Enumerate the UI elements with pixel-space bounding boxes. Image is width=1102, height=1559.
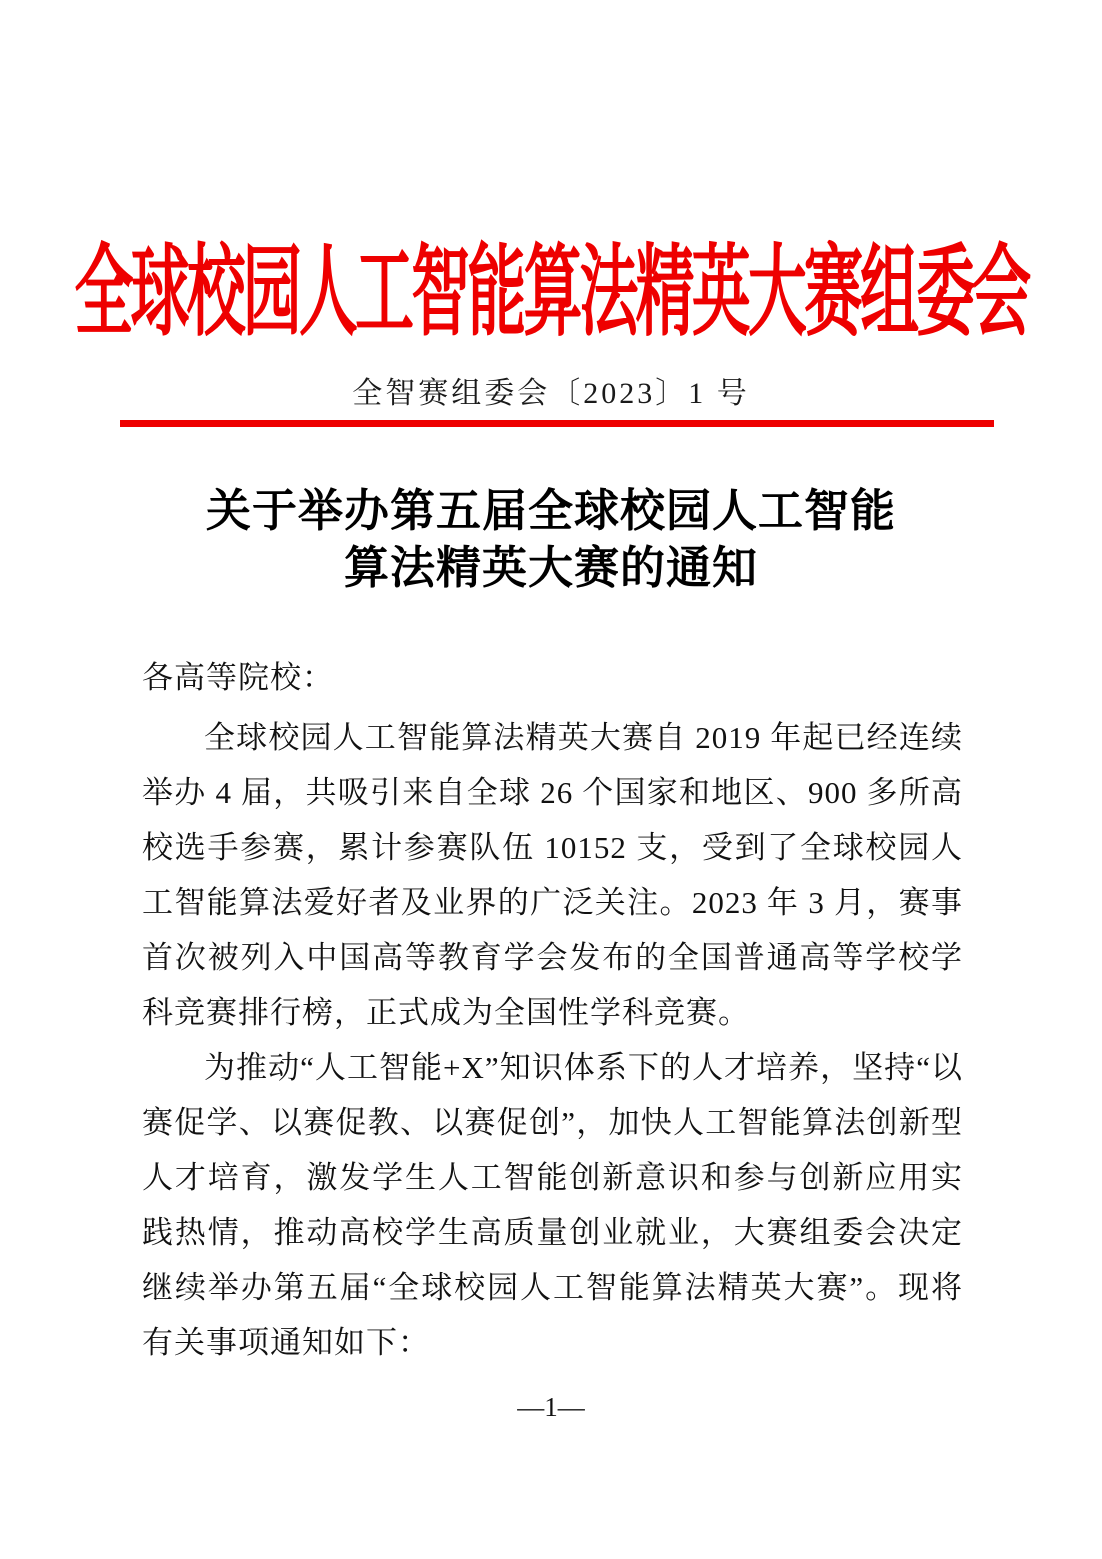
red-divider-rule xyxy=(120,420,994,427)
notice-title-line1: 关于举办第五届全球校园人工智能 xyxy=(205,486,896,536)
red-masthead xyxy=(0,222,1102,346)
notice-title xyxy=(0,483,1102,597)
notice-title-line2: 算法精英大赛的通知 xyxy=(343,543,758,593)
organization-title: 全球校园人工智能算法精英大赛组委会 xyxy=(73,237,1029,348)
body-paragraph-2: 为推动“人工智能+X”知识体系下的人才培养，坚持“以赛促学、以赛促教、以赛促创”，加快人工智能算法创新型人才培育，激发学生人工智能创新意识和参与创新应用实践热情，推动高校学生高质量创业就业，大赛组委会决定继续举办第五届“全球校园人工智能算法精英大赛”。现将有关事项通知如下： xyxy=(142,1050,963,1360)
document-number: 全智赛组委会〔2023〕1 号 xyxy=(352,377,750,410)
notice-body xyxy=(142,650,963,1370)
page-number: —1— xyxy=(517,1392,585,1422)
salutation: 各高等院校： xyxy=(142,660,334,695)
body-paragraph-1: 全球校园人工智能算法精英大赛自 2019 年起已经连续举办 4 届，共吸引来自全球 26 个国家和地区、900 多所高校选手参赛，累计参赛队伍 10152 支，受到了全球校园人工智能算法爱好者及业界的广泛关注。2023 年 3 月，赛事首次被列入中国高等教育学会发布的全国普通高等学校学科竞赛排行榜，正式成为全国性学科竞赛。 xyxy=(142,720,963,1030)
